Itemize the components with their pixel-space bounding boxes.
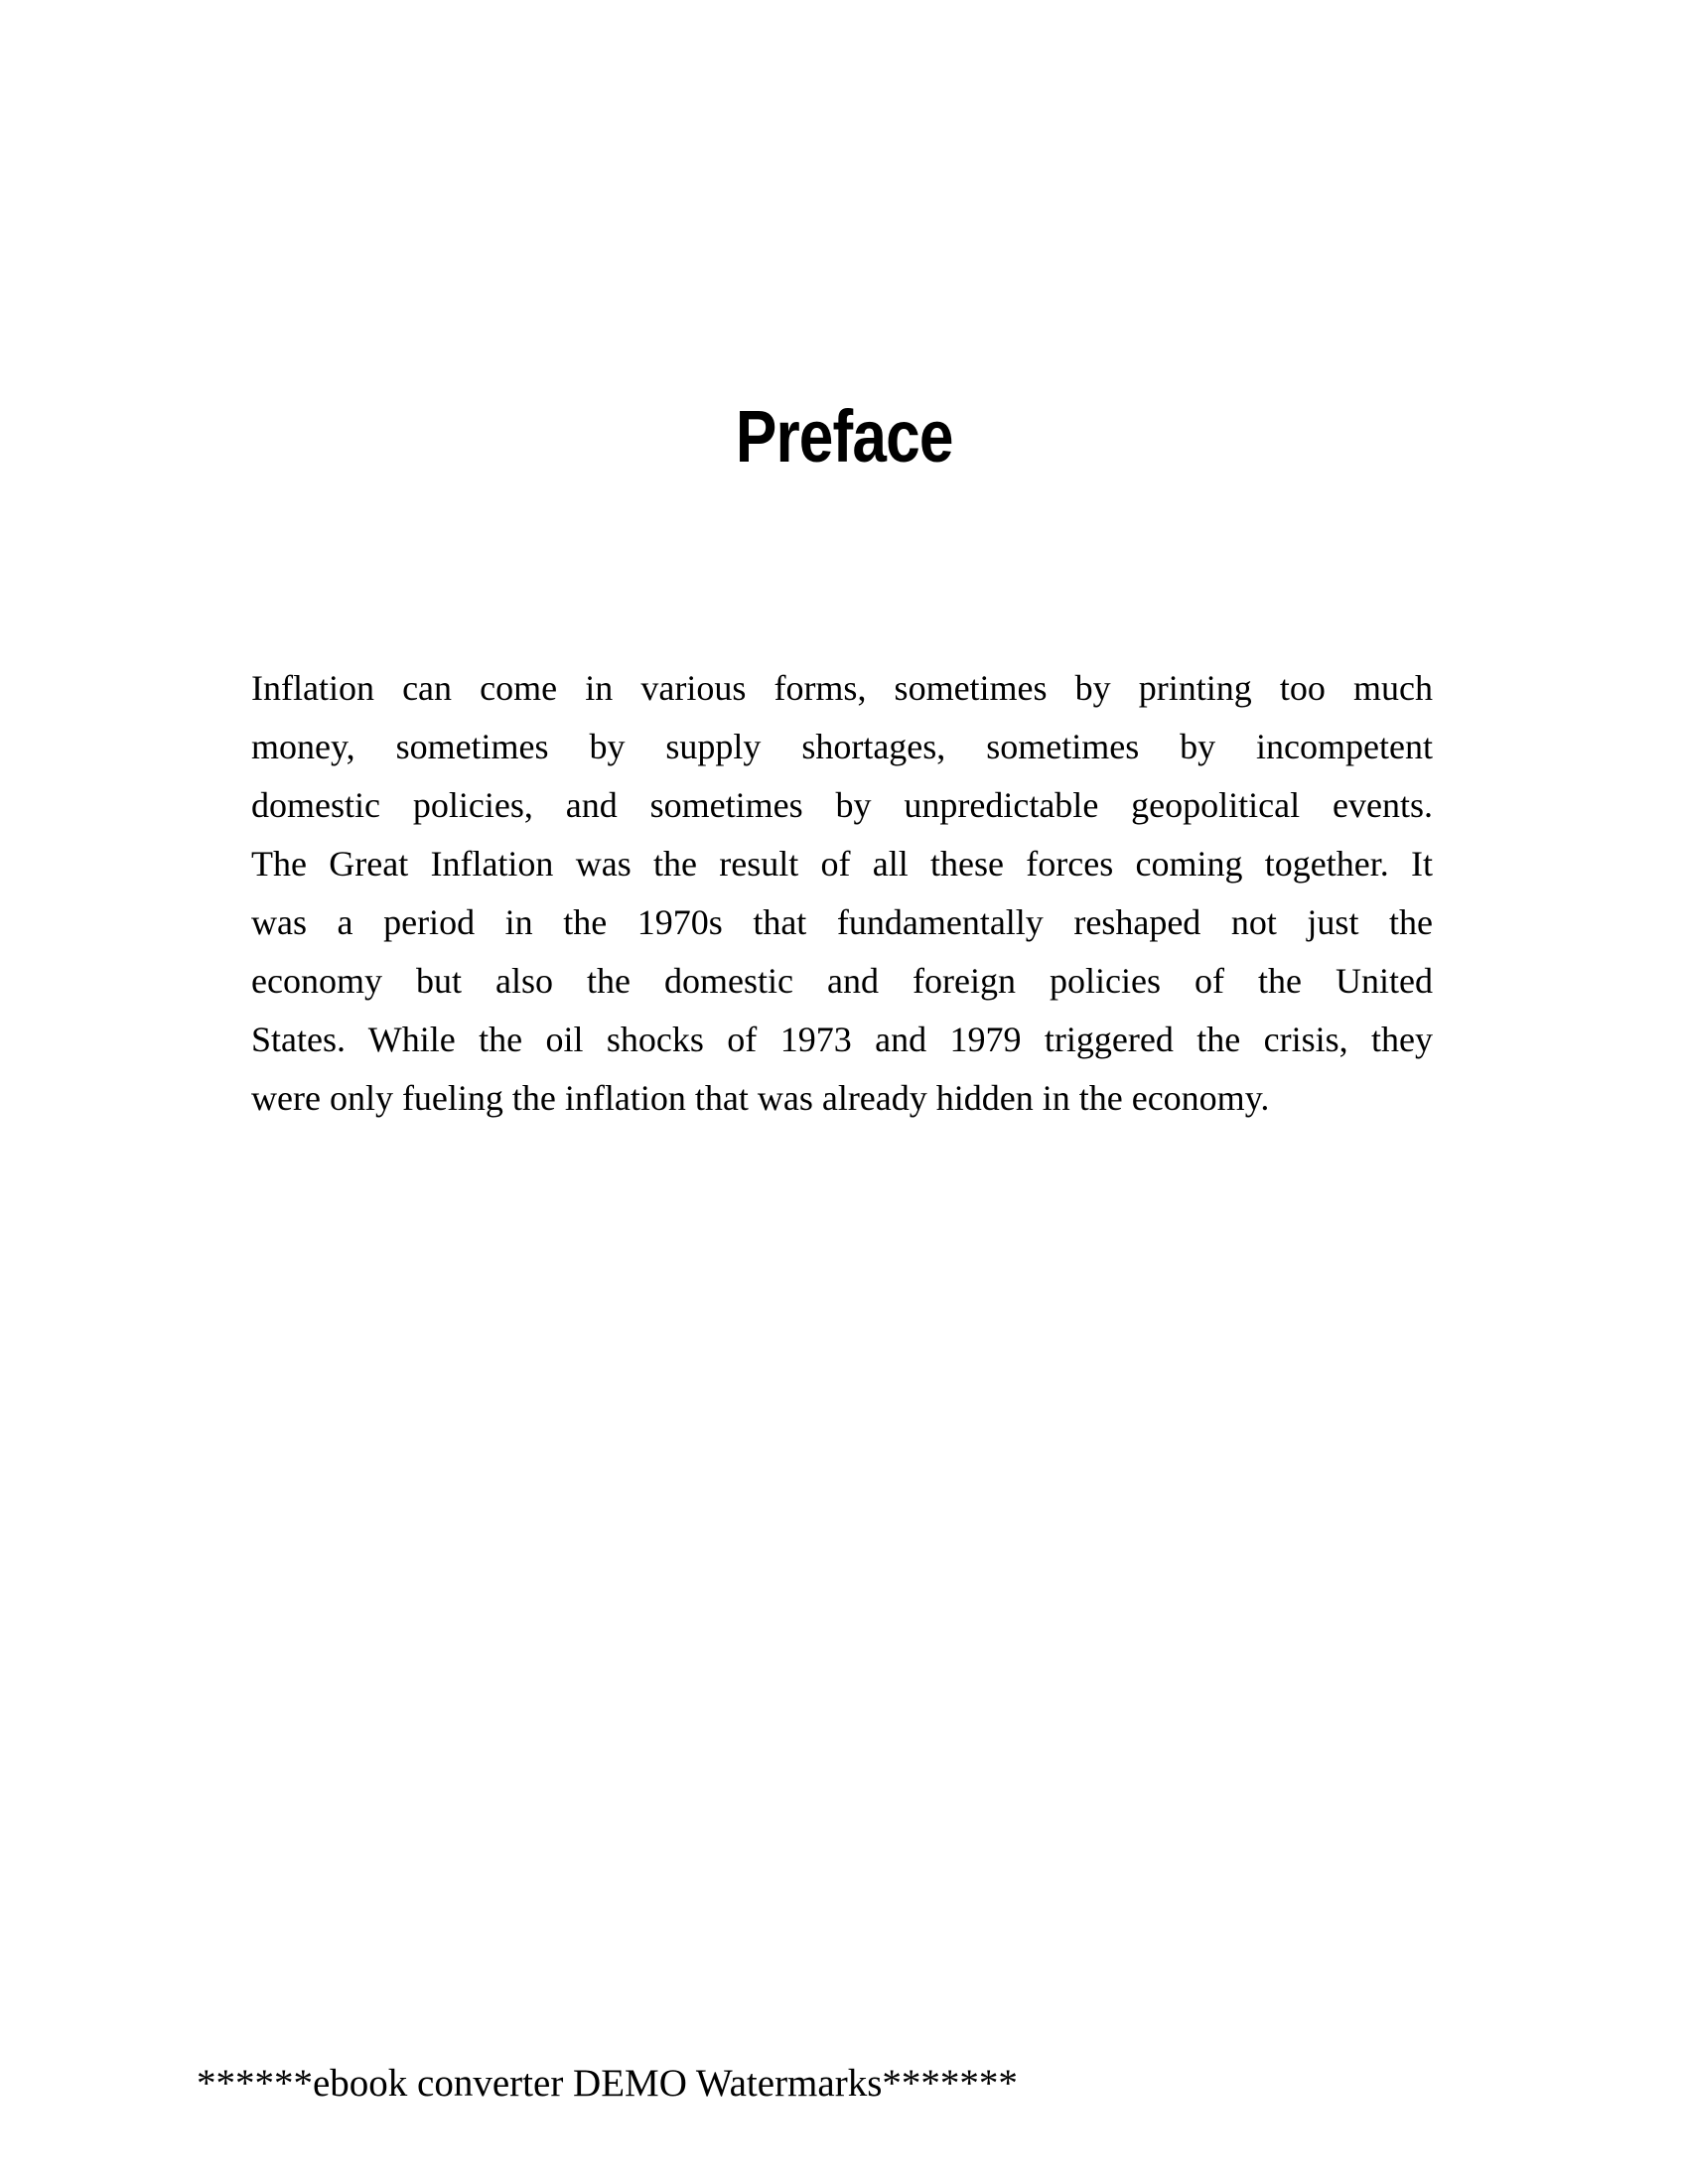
paragraph-line: was a period in the 1970s that fundamentally reshaped not just the <box>251 902 1433 942</box>
preface-paragraph <box>251 659 1433 1128</box>
chapter-title <box>0 395 1688 478</box>
paragraph-line: domestic policies, and sometimes by unpredictable geopolitical events. <box>251 785 1433 825</box>
demo-watermark-text: ******ebook converter DEMO Watermarks******* <box>197 2062 1018 2105</box>
paragraph-line: were only fueling the inflation that was already hidden in the economy. <box>251 1078 1270 1118</box>
chapter-title-text: Preface <box>735 395 953 478</box>
paragraph-line: economy but also the domestic and foreign policies of the United <box>251 961 1433 1001</box>
paragraph-line: money, sometimes by supply shortages, sometimes by incompetent <box>251 727 1433 766</box>
paragraph-line: The Great Inflation was the result of all these forces coming together. It <box>251 844 1433 884</box>
paragraph-line: States. While the oil shocks of 1973 and 1979 triggered the crisis, they <box>251 1020 1433 1059</box>
paragraph-line: Inflation can come in various forms, sometimes by printing too much <box>251 668 1433 708</box>
